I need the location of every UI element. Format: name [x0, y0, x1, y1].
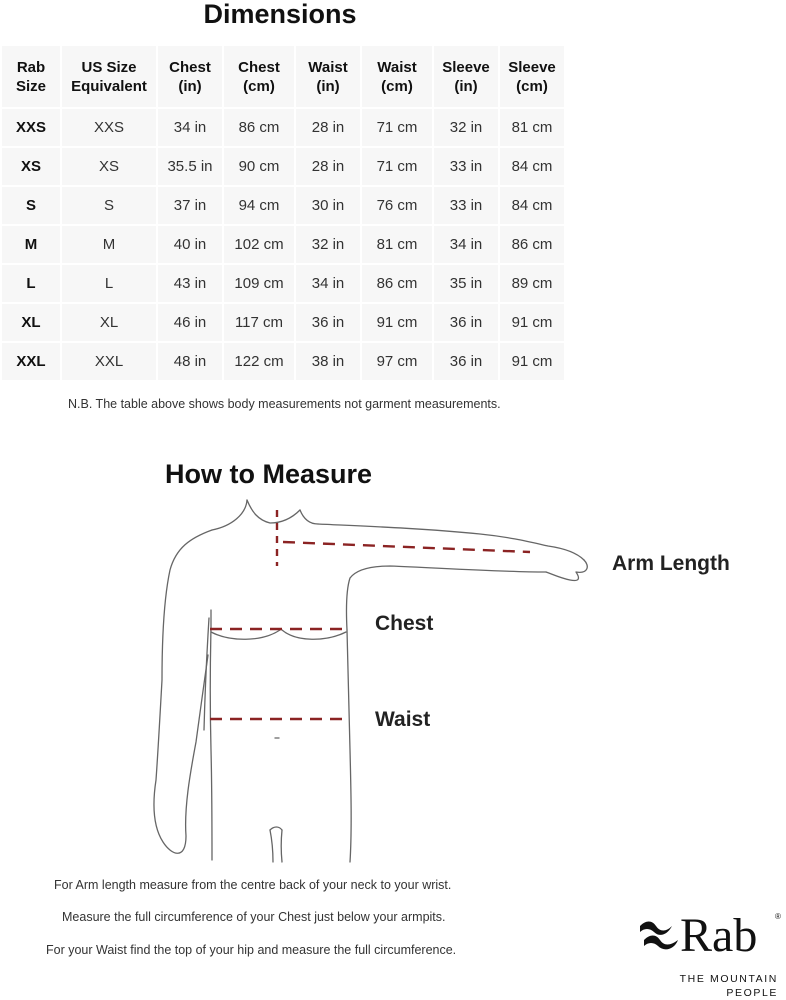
dimensions-title: Dimensions — [203, 0, 357, 29]
header-us-size: US Size Equivalent — [62, 46, 156, 107]
how-to-measure-title: How to Measure — [165, 459, 373, 489]
table-cell: 32 in — [296, 226, 360, 263]
table-cell: 28 in — [296, 109, 360, 146]
table-cell: 36 in — [296, 304, 360, 341]
hand — [546, 560, 587, 581]
table-cell: 117 cm — [224, 304, 294, 341]
table-cell: 91 cm — [500, 304, 564, 341]
table-cell: 109 cm — [224, 265, 294, 302]
table-cell: 71 cm — [362, 109, 432, 146]
table-row — [2, 148, 564, 185]
header-chest-in: Chest (in) — [158, 46, 222, 107]
header-rab-size: Rab Size — [2, 46, 60, 107]
measure-lines — [210, 510, 530, 719]
table-cell: 36 in — [434, 304, 498, 341]
table-cell: 91 cm — [362, 304, 432, 341]
brand-tagline: THE MOUNTAIN PEOPLE — [679, 973, 778, 999]
table-cell: 37 in — [158, 187, 222, 224]
table-cell: 46 in — [158, 304, 222, 341]
body-outline-diagram — [0, 490, 600, 870]
table-cell: 32 in — [434, 109, 498, 146]
leg-left-inner — [270, 830, 273, 862]
table-cell: XL — [2, 304, 60, 341]
table-cell: 91 cm — [500, 343, 564, 380]
table-cell: 38 in — [296, 343, 360, 380]
registered-mark: ® — [775, 912, 781, 921]
table-cell: 84 cm — [500, 187, 564, 224]
header-sleeve-cm: Sleeve (cm) — [500, 46, 564, 107]
chest-contour-right — [282, 630, 346, 639]
table-cell: S — [2, 187, 60, 224]
table-cell: L — [62, 265, 156, 302]
instruction-arm: For Arm length measure from the centre back of your neck to your wrist. — [54, 878, 452, 892]
table-cell: 35.5 in — [158, 148, 222, 185]
table-cell: 81 cm — [362, 226, 432, 263]
table-cell: XXS — [2, 109, 60, 146]
table-cell: 102 cm — [224, 226, 294, 263]
right-neck-line — [300, 510, 318, 524]
table-row — [2, 187, 564, 224]
table-cell: 48 in — [158, 343, 222, 380]
table-cell: 34 in — [434, 226, 498, 263]
header-waist-in: Waist (in) — [296, 46, 360, 107]
table-cell: 86 cm — [362, 265, 432, 302]
waist-label: Waist — [375, 708, 431, 731]
table-cell: L — [2, 265, 60, 302]
table-header-row — [2, 46, 564, 107]
neck-curve — [247, 500, 300, 523]
rab-logo — [636, 908, 786, 1000]
table-cell: 40 in — [158, 226, 222, 263]
leg-right-inner — [281, 830, 282, 862]
torso-right — [347, 630, 351, 862]
table-cell: 43 in — [158, 265, 222, 302]
table-cell: 36 in — [434, 343, 498, 380]
body-outline — [154, 500, 587, 862]
table-row — [2, 304, 564, 341]
table-row — [2, 226, 564, 263]
measurement-note: N.B. The table above shows body measurements not garment measurements. — [68, 397, 501, 411]
left-shoulder — [212, 500, 247, 530]
table-cell: 33 in — [434, 148, 498, 185]
header-waist-cm: Waist (cm) — [362, 46, 432, 107]
table-cell: M — [2, 226, 60, 263]
size-table — [0, 44, 566, 382]
table-cell: XS — [2, 148, 60, 185]
table-cell: 76 cm — [362, 187, 432, 224]
table-row — [2, 109, 564, 146]
table-cell: 30 in — [296, 187, 360, 224]
table-cell: 89 cm — [500, 265, 564, 302]
table-cell: 122 cm — [224, 343, 294, 380]
table-cell: XXL — [62, 343, 156, 380]
header-sleeve-in: Sleeve (in) — [434, 46, 498, 107]
table-cell: 84 cm — [500, 148, 564, 185]
table-row — [2, 265, 564, 302]
brand-name: Rab — [680, 909, 758, 962]
table-cell: XXL — [2, 343, 60, 380]
arm-length-label: Arm Length — [612, 552, 730, 575]
table-cell: XL — [62, 304, 156, 341]
table-cell: 71 cm — [362, 148, 432, 185]
table-cell: 33 in — [434, 187, 498, 224]
table-cell: 86 cm — [500, 226, 564, 263]
crotch — [270, 827, 282, 830]
table-cell: 34 in — [158, 109, 222, 146]
instruction-waist: For your Waist find the top of your hip and measure the full circumference. — [46, 943, 457, 957]
arm-top — [318, 524, 584, 560]
table-row — [2, 343, 564, 380]
table-cell: 90 cm — [224, 148, 294, 185]
torso-left — [210, 610, 212, 860]
table-cell: 28 in — [296, 148, 360, 185]
table-cell: 34 in — [296, 265, 360, 302]
table-cell: XXS — [62, 109, 156, 146]
mountain-wave-icon — [638, 918, 684, 958]
table-cell: XS — [62, 148, 156, 185]
chest-label: Chest — [375, 612, 434, 635]
table-cell: 97 cm — [362, 343, 432, 380]
table-cell: 81 cm — [500, 109, 564, 146]
header-chest-cm: Chest (cm) — [224, 46, 294, 107]
instruction-chest: Measure the full circumference of your Chest just below your armpits. — [62, 910, 446, 924]
table-cell: S — [62, 187, 156, 224]
chest-contour-left — [211, 630, 280, 639]
table-cell: 86 cm — [224, 109, 294, 146]
table-cell: 35 in — [434, 265, 498, 302]
left-arm-outer — [154, 530, 212, 853]
arm-length-line — [283, 542, 530, 552]
table-cell: 94 cm — [224, 187, 294, 224]
table-cell: M — [62, 226, 156, 263]
